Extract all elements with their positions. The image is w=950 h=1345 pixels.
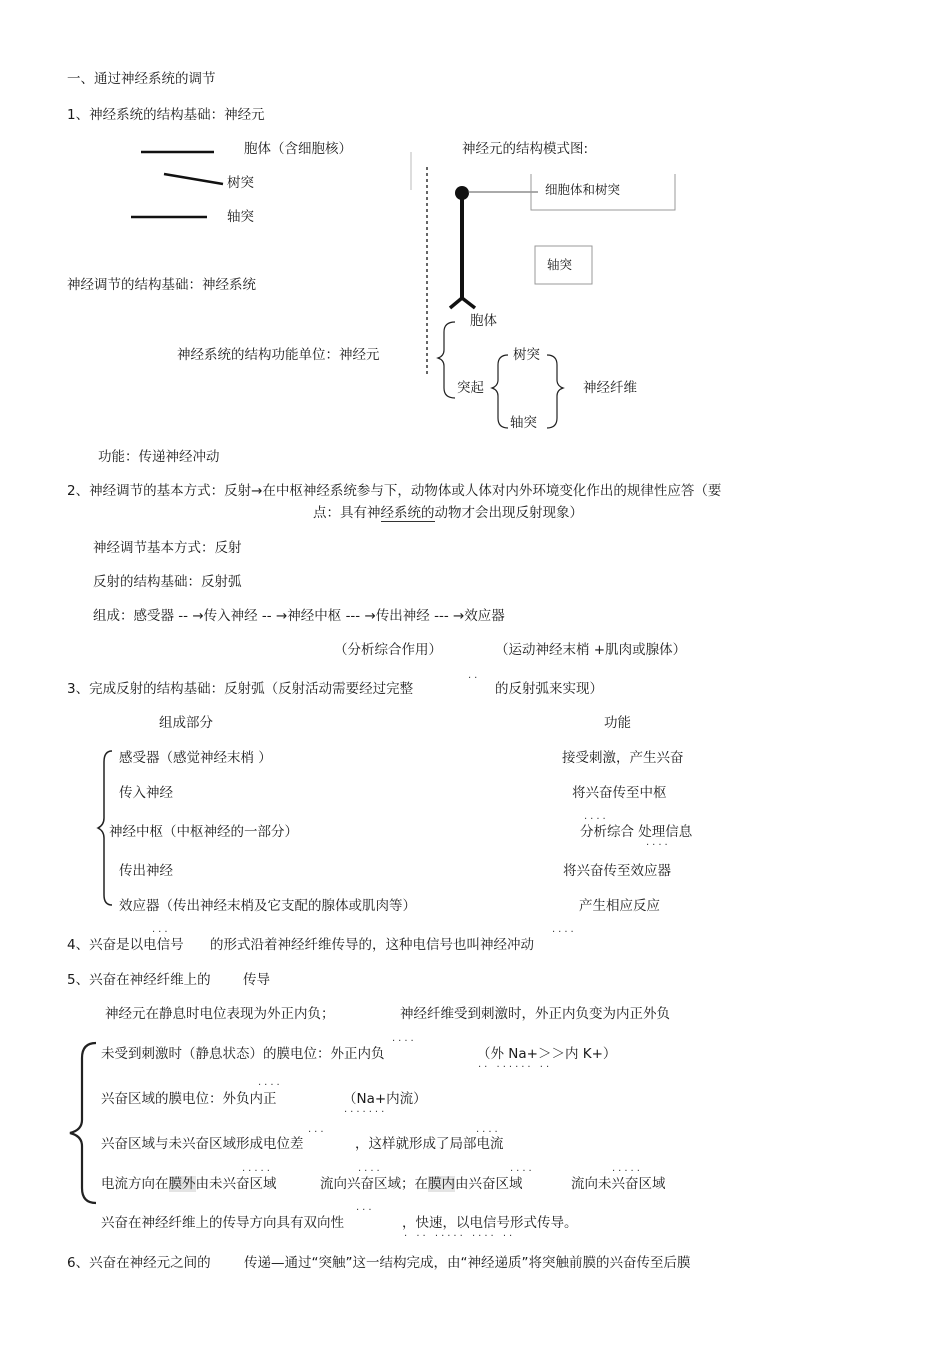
emphasis-dots: .... (552, 924, 577, 935)
dendrite-label: 树突 (227, 175, 254, 191)
diagram-title: 神经元的结构模式图: (462, 141, 589, 157)
neuron-terminal-right (462, 298, 475, 308)
brace-neuron (438, 322, 455, 398)
brace-process-left (492, 355, 508, 428)
row-part-effector: 效应器（传出神经末梢及它支配的腺体或肌肉等） (119, 898, 416, 914)
emphasis-dots: ..... (242, 1163, 273, 1174)
axon-label: 轴突 (227, 209, 254, 225)
item4-text-a: 4、兴奋是以电信号 (67, 937, 184, 953)
box-axon-label: 轴突 (547, 257, 573, 272)
stimulated-potential: 神经纤维受到刺激时，外正内负变为内正外负 (400, 1006, 670, 1022)
item3-title-a: 3、完成反射的结构基础：反射弧（反射活动需要经过完整 (67, 681, 414, 697)
item1-title: 1、神经系统的结构基础：神经元 (67, 107, 265, 123)
row-part-afferent: 传入神经 (119, 785, 173, 801)
membrane-line2-a: 兴奋区域的膜电位：外负内正 (101, 1091, 277, 1107)
item4-text-b: 的形式沿着神经纤维传导的，这种电信号也叫神经冲动 (210, 937, 534, 953)
membrane-line3-b: ，这样就形成了局部电流 (355, 1136, 504, 1152)
item2-line1: 2、神经调节的基本方式：反射→在中枢神经系统参与下，动物体或人体对内外环境变化作出的规律性应答（要 (67, 483, 722, 499)
membrane-line3-a: 兴奋区域与未兴奋区域形成电位差 (101, 1136, 304, 1152)
section-title: 一、通过神经系统的调节 (67, 71, 216, 87)
emphasis-dots: .. (468, 670, 481, 681)
tree-axon: 轴突 (510, 415, 537, 431)
neuron-function: 功能：传递神经冲动 (98, 449, 220, 465)
brace-process-right (547, 355, 563, 428)
neuron-terminal-left (450, 298, 462, 308)
col-function-header: 功能 (604, 715, 631, 731)
row-part-efferent: 传出神经 (119, 863, 173, 879)
cell-body-label: 胞体（含细胞核） (244, 141, 352, 157)
tree-cell-body: 胞体 (470, 313, 497, 329)
emphasis-dots: .... (258, 1077, 283, 1088)
effector-note: （运动神经末梢 +肌肉或腺体） (495, 642, 687, 658)
emphasis-dots: .... (358, 1163, 383, 1174)
emphasis-dots: ....... (344, 1104, 388, 1115)
item6-text-a: 6、兴奋在神经元之间的 (67, 1255, 211, 1271)
dendrite-line (164, 174, 223, 184)
row-function-efferent: 将兴奋传至效应器 (563, 863, 671, 879)
col-parts-header: 组成部分 (159, 715, 213, 731)
row-function-afferent: 将兴奋传至中枢 (572, 785, 667, 801)
membrane-line4-middle: 流向兴奋区域；在膜内由兴奋区域 (320, 1176, 523, 1192)
tree-dendrite: 树突 (513, 347, 540, 363)
emphasis-dots: .... (646, 837, 671, 848)
neural-regulation-basis: 神经调节的结构基础：神经系统 (67, 277, 256, 293)
item6-text-b: 传递—通过“突触”这一结构完成，由“神经递质”将突触前膜的兴奋传至后膜 (244, 1255, 691, 1271)
item3-title-b: 的反射弧来实现） (495, 681, 603, 697)
item2-line2: 点：具有神经系统的动物才会出现反射现象） (313, 505, 583, 521)
row-part-center: 神经中枢（中枢神经的一部分） (109, 824, 298, 840)
membrane-line5-b: ，快速，以电信号形式传导。 (402, 1215, 578, 1231)
item5-title-a: 5、兴奋在神经纤维上的 (67, 972, 211, 988)
item5-title-b: 传导 (243, 972, 270, 988)
functional-unit: 神经系统的结构功能单位：神经元 (177, 347, 380, 363)
emphasis-dots: .... (476, 1124, 501, 1135)
membrane-line4: 电流方向在膜外由未兴奋区域 (101, 1176, 277, 1192)
membrane-line2-b: （Na+内流） (343, 1091, 427, 1107)
reflex-composition: 组成：感受器 -- →传入神经 -- →神经中枢 --- →传出神经 --- →效应器 (93, 608, 505, 624)
row-function-effector: 产生相应反应 (579, 898, 660, 914)
center-note: （分析综合作用） (334, 642, 442, 658)
emphasis-dots: .... (392, 1033, 417, 1044)
tree-nerve-fiber: 神经纤维 (583, 380, 637, 396)
basic-mode: 神经调节基本方式：反射 (93, 540, 242, 556)
inside-membrane-highlight: 膜内 (428, 1176, 455, 1192)
row-function-receptor: 接受刺激，产生兴奋 (562, 750, 684, 766)
resting-potential: 神经元在静息时电位表现为外正内负； (105, 1006, 335, 1022)
row-part-receptor: 感受器（感觉神经末梢 ） (119, 750, 272, 766)
emphasis-dots: ... (308, 1124, 327, 1135)
emphasis-dots: .... (584, 811, 609, 822)
emphasis-dots: ... (356, 1202, 375, 1213)
membrane-line1-a: 未受到刺激时（静息状态）的膜电位：外正内负 (101, 1046, 385, 1062)
emphasis-dots: ... (152, 924, 171, 935)
membrane-line5-a: 兴奋在神经纤维上的传导方向具有双向性 (101, 1215, 344, 1231)
emphasis-dots: . .. ..... .... .. (404, 1228, 516, 1239)
membrane-line1-b: （外 Na+＞＞内 K+） (477, 1046, 617, 1062)
brace-membrane (70, 1043, 96, 1203)
emphasis-dots: .. ...... .. (478, 1059, 553, 1070)
row-function-center: 分析综合 处理信息 (580, 824, 693, 840)
emphasis-dots: .... (510, 1163, 535, 1174)
box-cell-body-label: 细胞体和树突 (545, 182, 621, 197)
membrane-line4-end: 流向未兴奋区域 (571, 1176, 666, 1192)
emphasis-dots: ..... (612, 1163, 643, 1174)
reflex-basis: 反射的结构基础：反射弧 (93, 574, 242, 590)
tree-process: 突起 (457, 380, 484, 396)
outside-membrane-highlight: 膜外 (168, 1176, 196, 1192)
